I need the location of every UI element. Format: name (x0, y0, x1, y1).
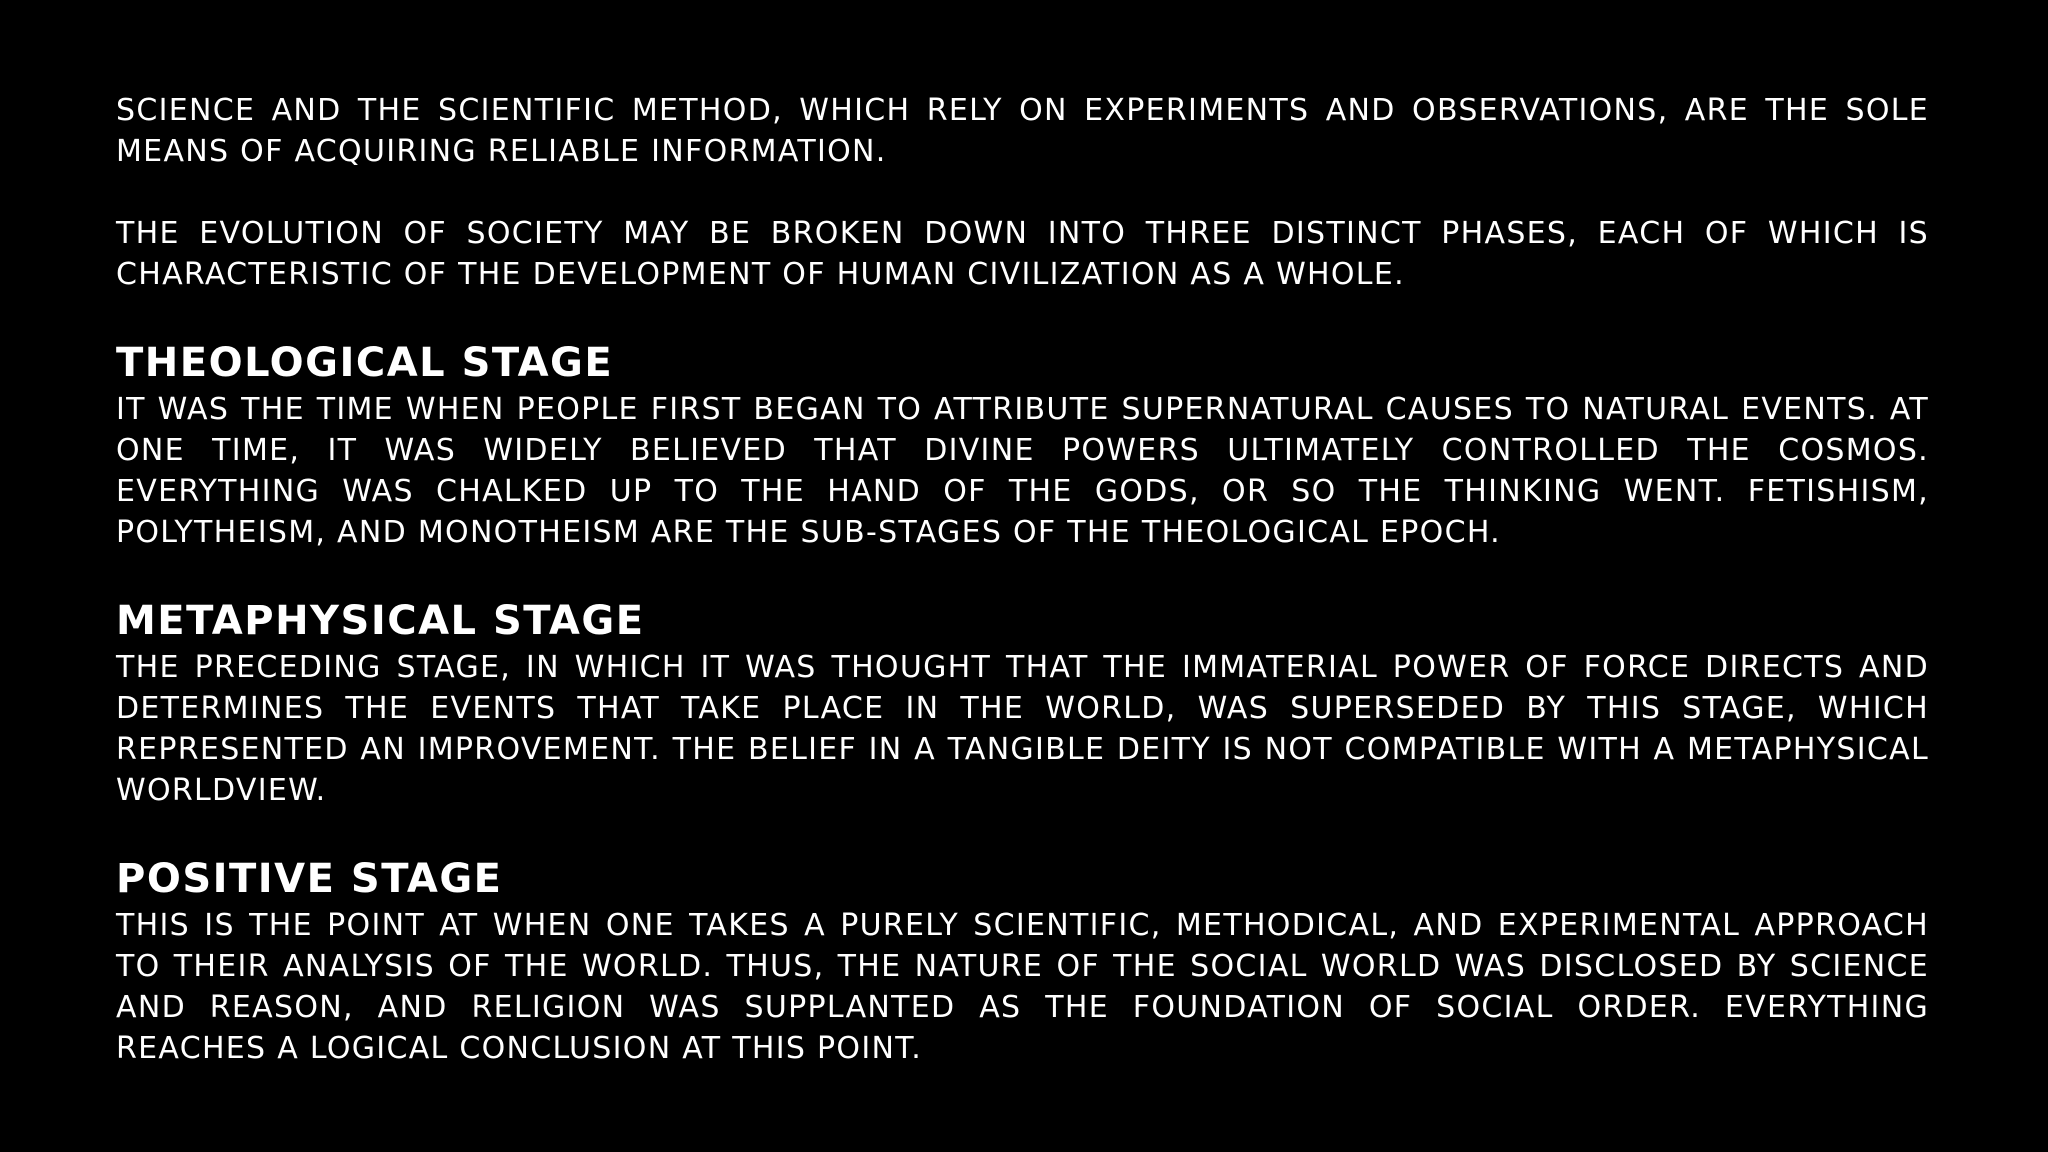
slide-content (116, 90, 1929, 1069)
heading-theological-stage: THEOLOGICAL STAGE (116, 340, 614, 386)
heading-metaphysical-stage: METAPHYSICAL STAGE (116, 598, 645, 644)
body-metaphysical-stage: THE PRECEDING STAGE, IN WHICH IT WAS THOUGHT THAT THE IMMATERIAL POWER OF FORCE DIRECTS AND DETERMINES THE EVENTS THAT TAKE PLACE IN THE WORLD, WAS SUPERSEDED BY THIS STAGE, WHICH REPRESENTED AN IMPROVEMENT. THE BELIEF IN A TANGIBLE DEITY IS NOT COMPATIBLE WITH A METAPHYSICAL WORLDVIEW. (116, 650, 1929, 808)
body-theological-stage: IT WAS THE TIME WHEN PEOPLE FIRST BEGAN TO ATTRIBUTE SUPERNATURAL CAUSES TO NATURAL EVENTS. AT ONE TIME, IT WAS WIDELY BELIEVED THAT DIVINE POWERS ULTIMATELY CONTROLLED THE COSMOS. EVERYTHING WAS CHALKED UP TO THE HAND OF THE GODS, OR SO THE THINKING WENT. FETISHISM, POLYTHEISM, AND MONOTHEISM ARE THE SUB-STAGES OF THE THEOLOGICAL EPOCH. (116, 392, 1929, 550)
body-positive-stage: THIS IS THE POINT AT WHEN ONE TAKES A PURELY SCIENTIFIC, METHODICAL, AND EXPERIMENTAL APPROACH TO THEIR ANALYSIS OF THE WORLD. THUS, THE NATURE OF THE SOCIAL WORLD WAS DISCLOSED BY SCIENCE AND REASON, AND RELIGION WAS SUPPLANTED AS THE FOUNDATION OF SOCIAL ORDER. EVERYTHING REACHES A LOGICAL CONCLUSION AT THIS POINT. (116, 908, 1929, 1066)
section-theological (116, 337, 1929, 553)
heading-positive-stage: POSITIVE STAGE (116, 856, 503, 902)
intro-paragraph-evolution: THE EVOLUTION OF SOCIETY MAY BE BROKEN DOWN INTO THREE DISTINCT PHASES, EACH OF WHICH IS CHARACTERISTIC OF THE DEVELOPMENT OF HUMAN CIVILIZATION AS A WHOLE. (116, 216, 1929, 292)
section-metaphysical (116, 595, 1929, 811)
section-positive (116, 853, 1929, 1069)
intro-paragraph-science: SCIENCE AND THE SCIENTIFIC METHOD, WHICH RELY ON EXPERIMENTS AND OBSERVATIONS, ARE THE SOLE MEANS OF ACQUIRING RELIABLE INFORMATION. (116, 93, 1929, 169)
